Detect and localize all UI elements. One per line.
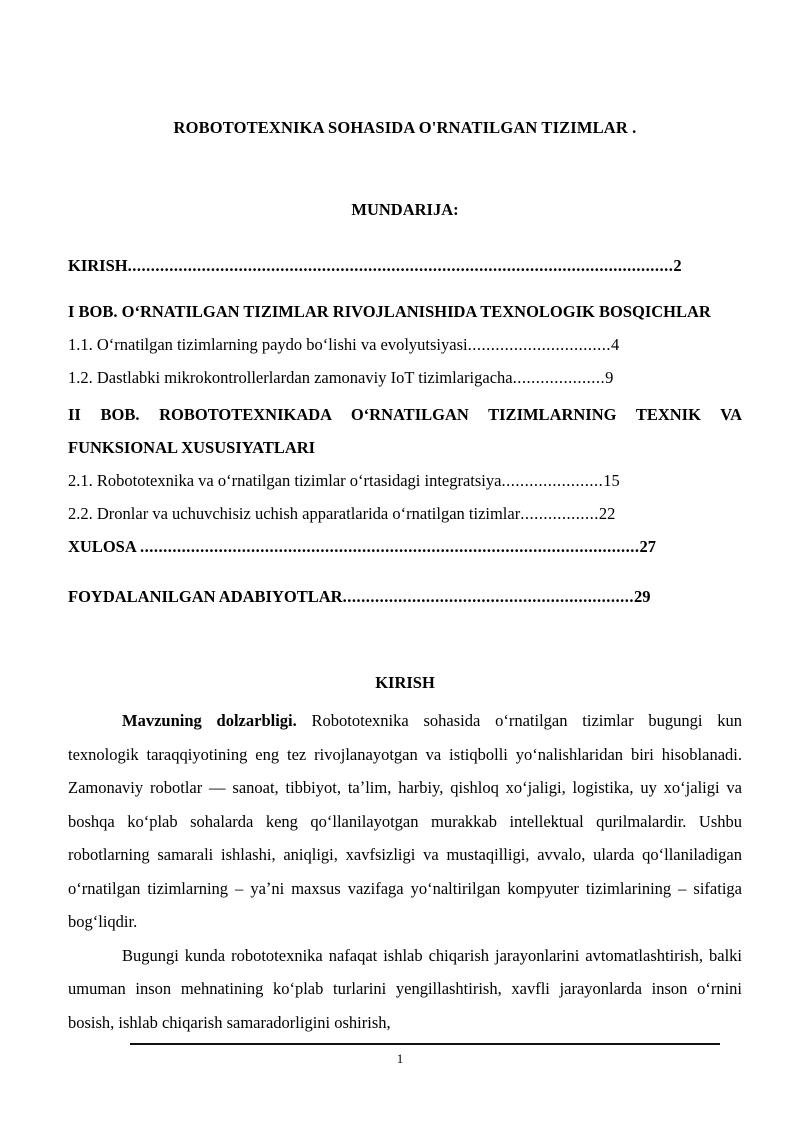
toc-entry-2-1[interactable] bbox=[68, 464, 742, 497]
paragraph-text: Robototexnika sohasida oʻrnatilgan tizimlar bugungi kun texnologik taraqqiyotining eng tez rivojlanayotgan va istiqbolli yoʻnalishlaridan biri hisoblanadi. Zamonaviy robotlar — sanoat, tibbiyot, taʼlim, harbiy, qishloq xoʻjaligi, logistika, uy xoʻjaligi va boshqa koʻplab sohalarda keng qoʻllanilayotgan murakkab intellektual qurilmalardir. Ushbu robotlarning samarali ishlashi, aniqligi, xavfsizligi va mustaqilligi, avvalo, ularda qoʻllaniladigan oʻrnatilgan tizimlarning – yaʼni maxsus vazifaga yoʻnaltirilgan kompyuter tizimlarining – sifatiga bogʻliqdir. bbox=[68, 711, 742, 932]
toc-entry-label: 1.1. Oʻrnatilgan tizimlarning paydo boʻlishi va evolyutsiyasi bbox=[68, 334, 468, 354]
paragraph-lead-in: Mavzuning dolzarbligi. bbox=[122, 711, 297, 731]
toc-leader-dots: ............................................................................................................ bbox=[139, 536, 640, 556]
toc-entry-label: 2.2. Dronlar va uchuvchisiz uchish apparatlarida oʻrnatilgan tizimlar bbox=[68, 503, 521, 523]
toc-entry-adabiyotlar[interactable] bbox=[68, 580, 742, 613]
body-paragraph-2: Bugungi kunda robototexnika nafaqat ishlab chiqarish jarayonlarini avtomatlashtirish, balki umuman inson mehnatining koʻplab turlarini yengillashtirish, xavfli jarayonlarda inson oʻrnini bosish, ishlab chiqarish samaradorligini oshirish, bbox=[68, 945, 742, 1032]
toc-leader-dots: ............................... bbox=[467, 334, 611, 354]
toc-entry-label: KIRISH bbox=[68, 255, 128, 275]
toc-entry-page: 15 bbox=[603, 470, 620, 490]
document-title: ROBOTOTEXNIKA SOHASIDA O'RNATILGAN TIZIMLAR . bbox=[173, 118, 637, 137]
toc-leader-dots: ...................... bbox=[501, 470, 604, 490]
section-heading-kirish: KIRISH bbox=[375, 672, 435, 692]
toc-entry-xulosa[interactable] bbox=[68, 530, 742, 563]
body-paragraph-1 bbox=[68, 704, 742, 939]
toc-heading: MUNDARIJA: bbox=[351, 199, 459, 219]
footer-divider bbox=[130, 1043, 720, 1045]
toc-entry-page: 27 bbox=[639, 536, 656, 556]
toc-leader-dots: .................... bbox=[512, 367, 606, 387]
toc-entry-label: XULOSA bbox=[68, 536, 140, 556]
toc-entry-page: 4 bbox=[610, 334, 620, 354]
toc-entry-1-1[interactable] bbox=[68, 328, 742, 361]
toc-entry-label: 1.2. Dastlabki mikrokontrollerlardan zamonaviy IoT tizimlarigacha bbox=[68, 367, 513, 387]
toc-entry-1-2[interactable] bbox=[68, 361, 742, 394]
page-number: 1 bbox=[396, 1051, 404, 1066]
page-content bbox=[68, 0, 742, 1039]
toc-entry-page: 2 bbox=[673, 255, 682, 275]
toc-entry-page: 22 bbox=[598, 503, 616, 523]
toc-chapter-2-heading: II BOB. ROBOTOTEXNIKADA OʻRNATILGAN TIZIMLARNING TEXNIK VA FUNKSIONAL XUSUSIYATLARI bbox=[68, 404, 742, 457]
toc-chapter-1-heading: I BOB. OʻRNATILGAN TIZIMLAR RIVOJLANISHIDA TEXNOLOGIK BOSQICHLAR bbox=[68, 301, 711, 321]
toc-leader-dots: ............................................................... bbox=[342, 586, 634, 606]
toc-entry-page: 29 bbox=[633, 586, 651, 606]
toc-entry-kirish[interactable] bbox=[68, 249, 742, 282]
toc-leader-dots: ................. bbox=[520, 503, 599, 523]
toc-entry-label: 2.1. Robototexnika va oʻrnatilgan tizimlar oʻrtasidagi integratsiya bbox=[68, 470, 502, 490]
toc-leader-dots: ...................................................................................................................... bbox=[127, 255, 674, 275]
toc-entry-page: 9 bbox=[605, 367, 614, 387]
table-of-contents bbox=[68, 249, 742, 613]
toc-entry-label: FOYDALANILGAN ADABIYOTLAR bbox=[68, 586, 343, 606]
toc-entry-2-2[interactable] bbox=[68, 497, 742, 530]
